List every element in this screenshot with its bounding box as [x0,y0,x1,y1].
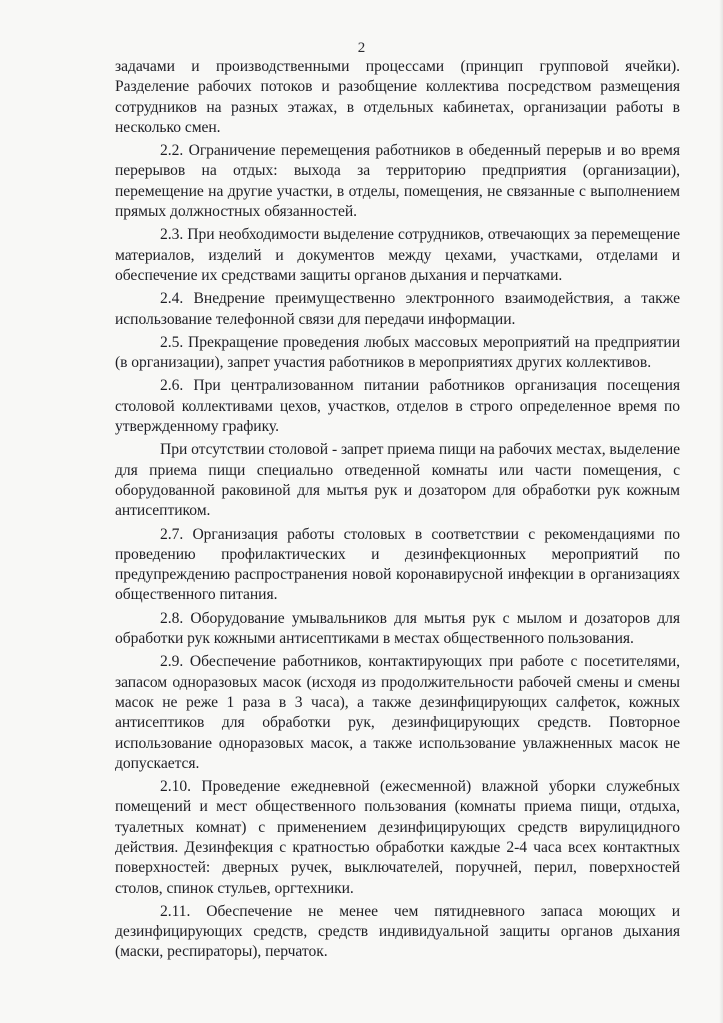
paragraph-2-11: 2.11. Обеспечение не менее чем пятидневного запаса моющих и дезинфицирующих средств, средств индивидуальной защиты органов дыхания (маски, респираторы), перчаток. [115,902,680,961]
paragraph-2-4: 2.4. Внедрение преимущественно электронного взаимодействия, а также использование телефонной связи для передачи информации. [115,290,680,328]
document-body [115,57,680,963]
page-number: 2 [357,40,366,56]
paragraph-2-10: 2.10. Проведение ежедневной (ежесменной) влажной уборки служебных помещений и мест общественного пользования (комнаты приема пищи, отдыха, туалетных комнат) с применением дезинфицирующих средств вирулицидного действия. Дезинфекция с кратностью обработки каждые 2-4 часа всех контактных поверхностей: дверных ручек, выключателей, поручней, перил, поверхностей столов, спинок стульев, оргтехники. [115,778,680,897]
paragraph-2-7: 2.7. Организация работы столовых в соответствии с рекомендациями по проведению профилактических и дезинфекционных мероприятий по предупреждению распространения новой коронавирусной инфекции в организациях общественного питания. [115,525,680,604]
paragraph-2-8: 2.8. Оборудование умывальников для мытья рук с мылом и дозаторов для обработки рук кожными антисептиками в местах общественного пользования. [115,609,680,648]
paragraph-2-3: 2.3. При необходимости выделение сотрудников, отвечающих за перемещение материалов, изделий и документов между цехами, участками, отделами и обеспечение их средствами защиты органов дыхания и перчатками. [115,226,680,284]
paragraph-2-6: 2.6. При централизованном питании работников организация посещения столовой коллективами цехов, участков, отделов в строго определенное время по утвержденному графику. [115,377,680,436]
paragraph-continuation: задачами и производственными процессами (принцип групповой ячейки). Разделение рабочих потоков и разобщение коллектива посредством размещения сотрудников на разных этажах, в отдельных кабинетах, организации работы в несколько смен. [115,58,680,136]
paragraph-2-5: 2.5. Прекращение проведения любых массовых мероприятий на предприятии (в организации), запрет участия работников в мероприятиях других коллективов. [115,333,680,372]
page-edge-shadow [719,0,723,1023]
paragraph-2-9: 2.9. Обеспечение работников, контактирующих при работе с посетителями, запасом одноразовых масок (исходя из продолжительности рабочей смены и смены масок не реже 1 раза в 3 часа), а также дезинфицирующих салфеток, кожных антисептиков для обработки рук, дезинфицирующих средств. Повторное использование одноразовых масок, а также использование увлажненных масок не допускается. [115,653,680,772]
paragraph-2-2: 2.2. Ограничение перемещения работников в обеденный перерыв и во время перерывов на отдых: выхода за территорию предприятия (организации), перемещение на другие участки, в отделы, помещения, не связанные с выполнением прямых должностных обязанностей. [115,142,680,221]
paragraph-no-canteen: При отсутствии столовой - запрет приема пищи на рабочих местах, выделение для приема пищи специально отведенной комнаты или части помещения, с оборудованной раковиной для мытья рук и дозатором для обработки рук кожным антисептиком. [115,441,680,520]
